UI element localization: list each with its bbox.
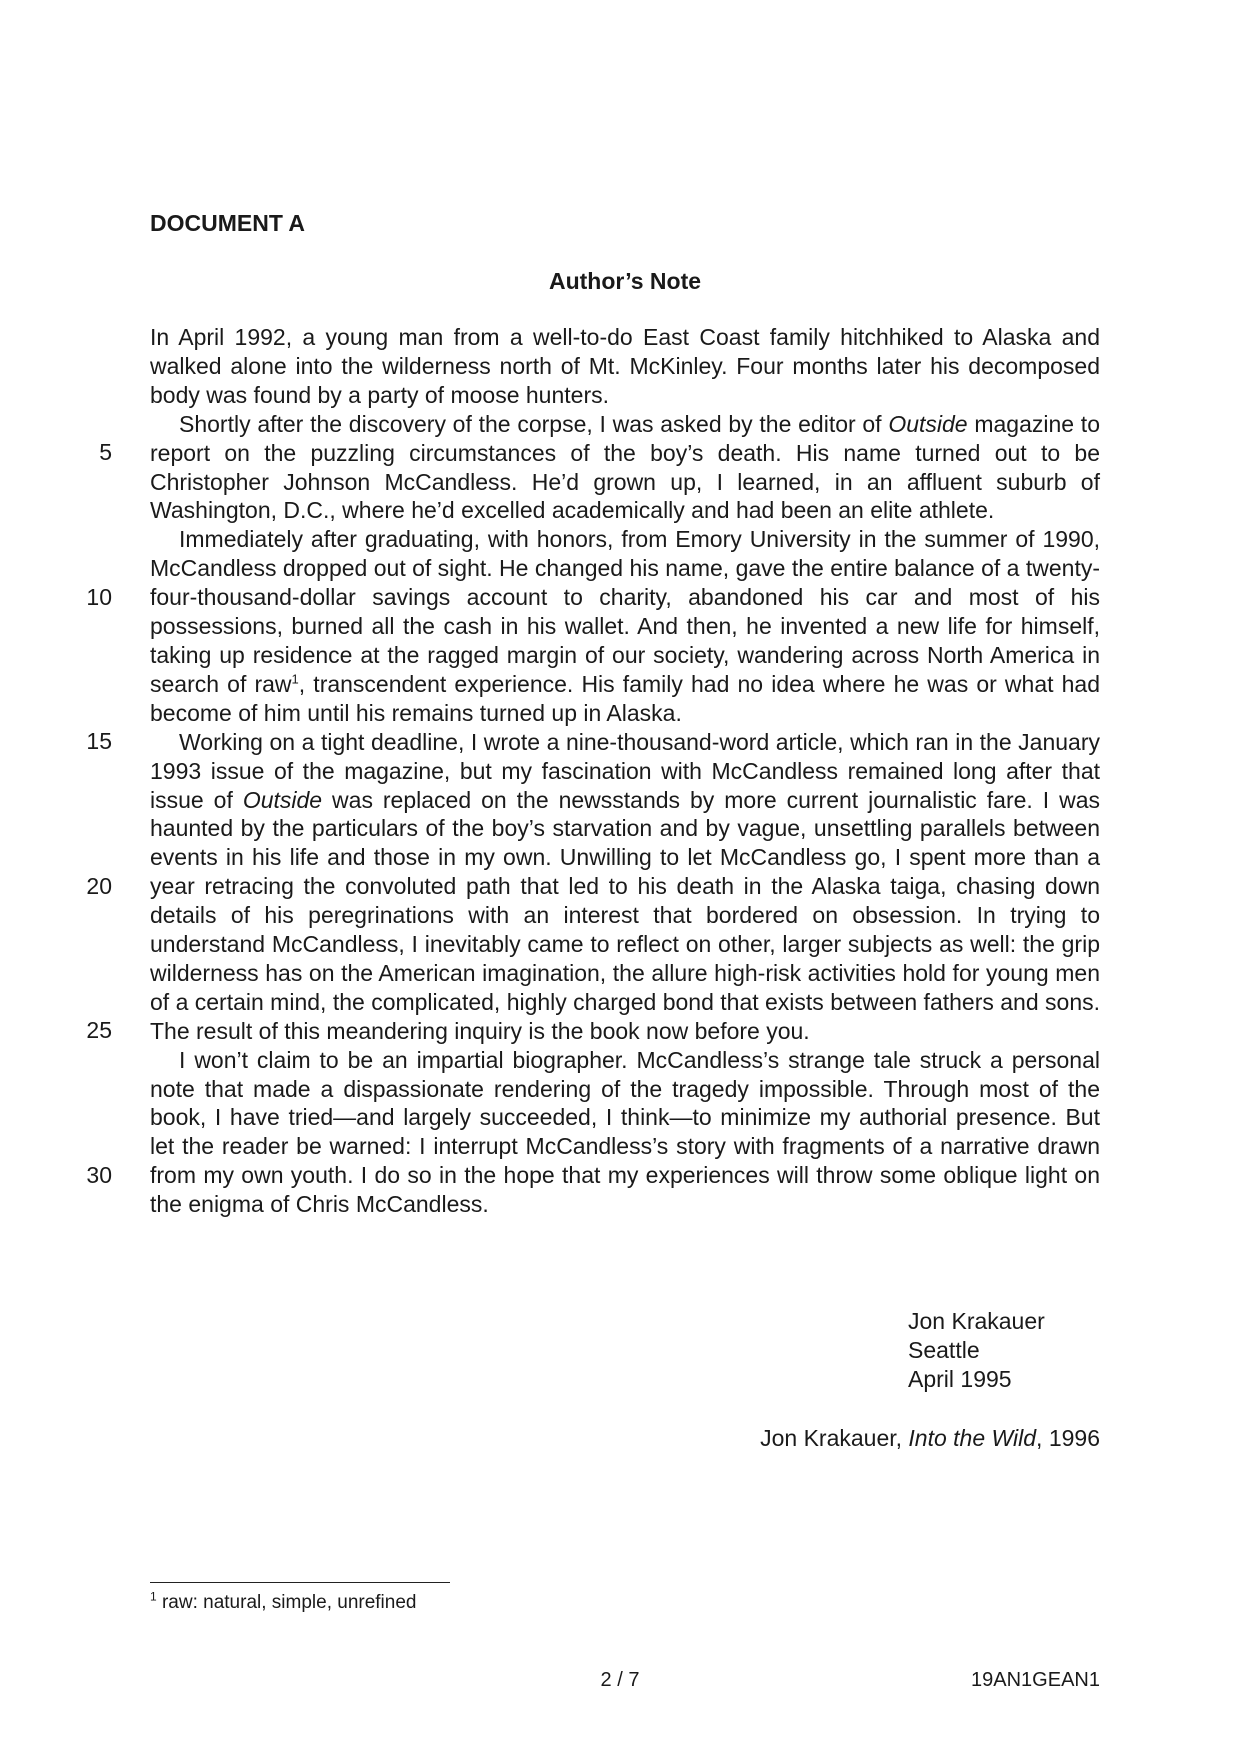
line-number: 15 bbox=[86, 728, 112, 754]
magazine-title: Outside bbox=[888, 410, 968, 437]
line-number: 20 bbox=[86, 873, 112, 899]
paragraph-5: I won’t claim to be an impartial biographer. McCandless’s strange tale struck a personal note that made a dispassionate rendering of the tragedy impossible. Through most of the book, I have tried—and largely succeeded, I think—to minimize my authorial presence. But let the reader be warned: I interrupt McCandless’s story with fragments of a narrative drawn from my own youth. I do so in the hope that my experiences will throw some oblique light on the enigma of Chris McCandless. bbox=[150, 1046, 1100, 1218]
line-number: 30 bbox=[86, 1162, 112, 1188]
paragraph-3: Immediately after graduating, with honors, from Emory University in the summer of 1990, McCandless dropped out of sight. He changed his name, gave the entire balance of a twenty-four-thousand-dollar savings account to charity, abandoned his car and most of his possessions, burned all the cash in his wallet. And then, he invented a new life for himself, taking up residence at the ragged margin of our society, wandering across North America in search of raw$^1$, transcendent experience. His family had no idea where he was or what had become of him until his remains turned up in Alaska. bbox=[150, 526, 1101, 726]
document-code: 19AN1GEAN1 bbox=[971, 1669, 1100, 1691]
footnote-marker: 1 bbox=[150, 1589, 157, 1604]
source-citation: Jon Krakauer, Into the Wild, 1996 bbox=[760, 1425, 1100, 1451]
paragraph-1: In April 1992, a young man from a well-to-do East Coast family hitchhiked to Alaska and walked alone into the wilderness north of Mt. McKinley. Four months later his decomposed body was found by a party of moose hunters. bbox=[150, 324, 1100, 408]
book-title: Into the Wild bbox=[908, 1425, 1037, 1451]
line-number: 10 bbox=[86, 584, 112, 610]
paragraph-2: Shortly after the discovery of the corpse, I was asked by the editor of Outside magazine to report on the puzzling circumstances of the boy’s death. His name turned out to be Christopher Johnson McCandless. He’d grown up, I learned, in an affluent suburb of Washington, D.C., where he’d excelled academically and had been an elite athlete. bbox=[150, 410, 1100, 524]
footnote-reference: 1 bbox=[291, 671, 299, 687]
signature bbox=[908, 1307, 1045, 1394]
magazine-title: Outside bbox=[242, 786, 323, 813]
footnote-divider bbox=[150, 1582, 450, 1583]
page-number: 2 / 7 bbox=[600, 1669, 640, 1691]
body-text bbox=[150, 323, 1100, 1219]
signature-name: Jon Krakauer bbox=[908, 1308, 1045, 1334]
footnote: $^1$ raw: natural, simple, unrefined bbox=[150, 1589, 417, 1613]
line-number: 25 bbox=[86, 1017, 112, 1043]
paragraph-4: Working on a tight deadline, I wrote a nine-thousand-word article, which ran in the January 1993 issue of the magazine, but my fascination with McCandless remained long after that issue of Outside was replaced on the newsstands by more current journalistic fare. I was haunted by the particulars of the boy’s starvation and by vague, unsettling parallels between events in his life and those in my own. Unwilling to let McCandless go, I spent more than a year retracing the convoluted path that led to his death in the Alaska taiga, chasing down details of his peregrinations with an interest that bordered on obsession. In trying to understand McCandless, I inevitably came to reflect on other, larger subjects as well: the grip wilderness has on the American imagination, the allure high-risk activities hold for young men of a certain mind, the complicated, highly charged bond that exists between fathers and sons. The result of this meandering inquiry is the book now before you. bbox=[150, 728, 1101, 1044]
signature-city: Seattle bbox=[908, 1337, 980, 1363]
line-number: 5 bbox=[99, 439, 112, 465]
page-title: Author’s Note bbox=[548, 268, 702, 294]
document-label: DOCUMENT A bbox=[150, 210, 306, 236]
signature-date: April 1995 bbox=[908, 1366, 1012, 1392]
